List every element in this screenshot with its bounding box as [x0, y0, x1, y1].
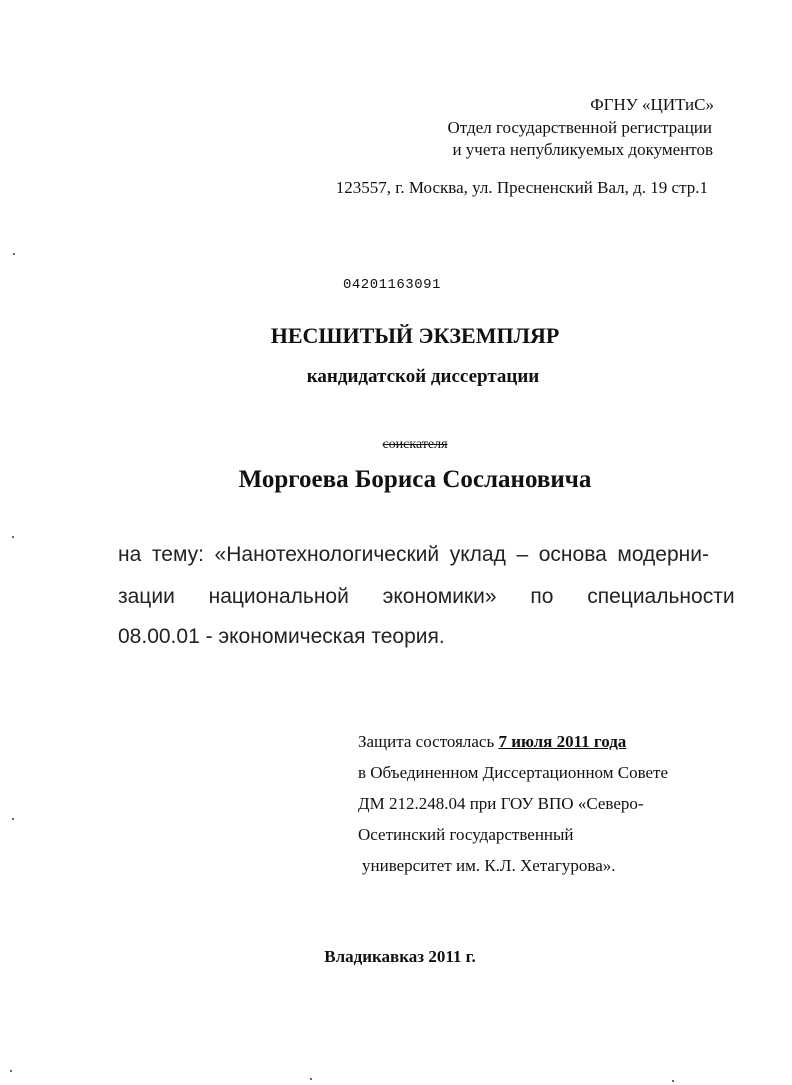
- defense-council-line: в Объединенном Диссертационном Совете: [358, 763, 669, 782]
- scan-speck: [672, 1080, 674, 1082]
- defense-date: 7 июля 2011 года: [498, 732, 627, 751]
- crossed-out-role-text: соискателя: [382, 437, 448, 452]
- defense-university-name-line: университет им. К.Л. Хетагурова».: [362, 856, 616, 875]
- organization-address: 123557, г. Москва, ул. Пресненский Вал, д. 19 стр.1: [335, 178, 708, 197]
- scan-speck: [10, 1070, 12, 1072]
- theme-line-3: 08.00.01 - экономическая теория.: [118, 625, 445, 648]
- registration-number: 04201163091: [343, 277, 441, 293]
- crossed-out-role: [0, 437, 792, 453]
- author-name: Моргоева Бориса Сослановича: [238, 466, 592, 493]
- scan-speck: [12, 536, 14, 538]
- scan-speck: [12, 818, 14, 820]
- scan-speck: [13, 253, 15, 255]
- defense-prefix: Защита состоялась: [358, 732, 499, 751]
- scan-speck: [310, 1078, 312, 1080]
- document-title: НЕСШИТЫЙ ЭКЗЕМПЛЯР: [270, 323, 560, 348]
- organization-name: ФГНУ «ЦИТиС»: [590, 95, 714, 114]
- defense-university-line: Осетинский государственный: [358, 825, 574, 844]
- defense-date-line: [358, 732, 626, 752]
- department-line-2: и учета непубликуемых документов: [452, 140, 713, 159]
- theme-line-2: зации национальной экономики» по специальности: [118, 585, 735, 608]
- department-line-1: Отдел государственной регистрации: [447, 118, 712, 137]
- city-year: Владикавказ 2011 г.: [324, 947, 476, 966]
- document-subtitle: кандидатской диссертации: [306, 366, 540, 387]
- defense-council-code-line: ДМ 212.248.04 при ГОУ ВПО «Северо-: [358, 794, 644, 813]
- theme-line-1: на тему: «Нанотехнологический уклад – основа модерни-: [118, 543, 709, 566]
